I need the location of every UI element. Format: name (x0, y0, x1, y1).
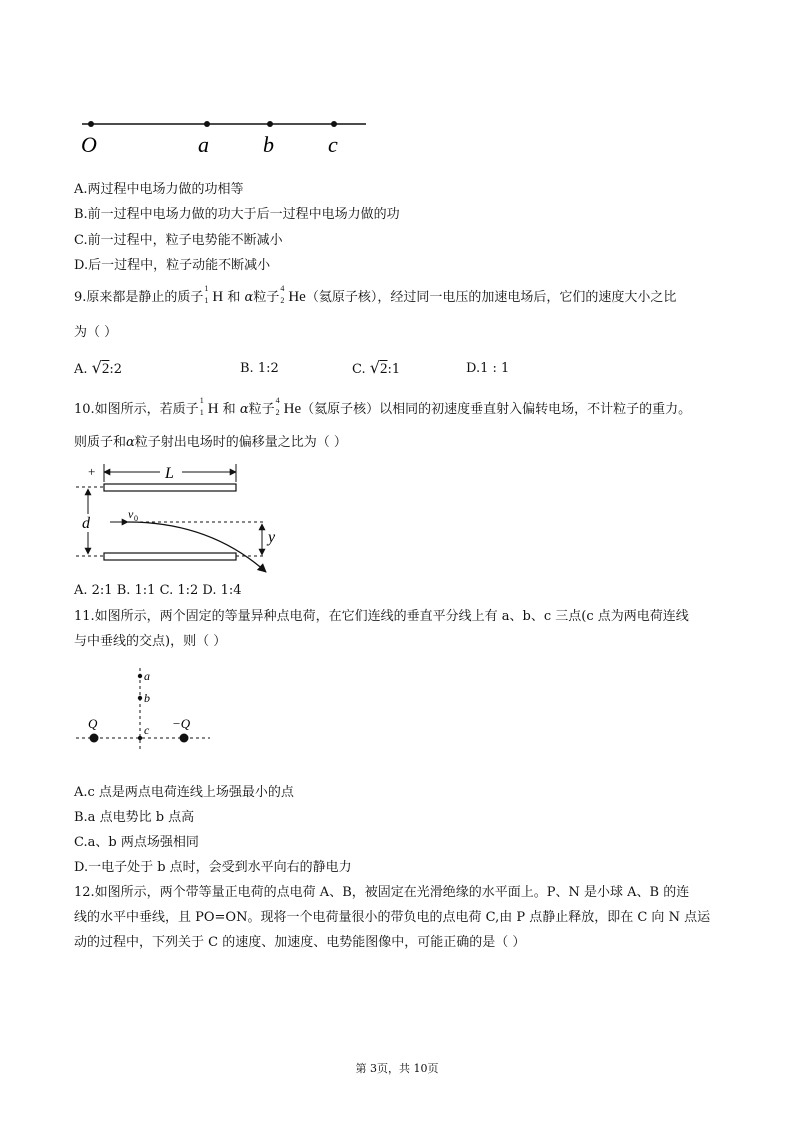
q8-option-a: A.两过程中电场力做的功相等 (74, 182, 244, 197)
q12-stem-line2: 线的水平中垂线，且 PO=ON。现将一个电荷量很小的带负电的点电荷 C,由 P 点静止释放，即在 C 向 N 点运 (74, 910, 711, 925)
q10-stem-line1: 10.如图所示，若质子 1 1 H 和 α粒子 4 2 He（氦原子核）以相同的初速度垂直射入偏转电场，不计粒子的重力。 (74, 396, 692, 417)
negative-charge (180, 734, 189, 743)
point-a (204, 121, 210, 127)
helium-nuclide: 4 2 He (275, 396, 302, 417)
q11-option-c: C.a、b 两点场强相同 (74, 835, 199, 850)
proton-nuclide: 1 1 H (204, 284, 224, 305)
q11-stem-line2: 与中垂线的交点)，则（ ） (74, 634, 227, 649)
q8-option-c: C.前一过程中，粒子电势能不断减小 (74, 233, 283, 248)
q9-option-c: C. √2:1 (352, 358, 401, 377)
q9-option-d: D.1 : 1 (466, 361, 510, 376)
label-neg-q: −Q (172, 716, 191, 731)
positive-charge (90, 734, 99, 743)
label-c: c (328, 132, 338, 157)
helium-nuclide: 4 2 He (280, 284, 306, 305)
q8-line-diagram (78, 112, 370, 158)
label-o: O (81, 132, 97, 157)
point-a (138, 674, 142, 678)
proton-nuclide: 1 1 H (199, 396, 219, 417)
deflected-path (128, 522, 266, 572)
q10-deflection-diagram (70, 460, 290, 580)
q12-stem-line3: 动的过程中，下列关于 C 的速度、加速度、电势能图像中，可能正确的是（ ） (74, 935, 526, 950)
label-c: c (144, 723, 150, 737)
point-b (138, 696, 142, 700)
q9-stem-line1: 9.原来都是静止的质子 1 1 H 和 α粒子 4 2 He（氦原子核），经过同一电压的加速电场后，它们的速度大小之比 (74, 284, 677, 305)
q8-option-b: B.前一过程中电场力做的功大于后一过程中电场力做的功 (74, 207, 400, 222)
offset-label: y (268, 529, 276, 546)
lower-plate (104, 553, 236, 560)
label-a: a (198, 132, 209, 157)
label-q: Q (88, 716, 98, 731)
q11-stem-line1: 11.如图所示，两个固定的等量异种点电荷，在它们连线的垂直平分线上有 a、b、c 三点(c 点为两电荷连线 (74, 609, 689, 624)
page-footer: 第 3页，共 10页 (355, 1062, 439, 1075)
label-b: b (144, 691, 150, 705)
q9-option-b: B. 1:2 (240, 361, 279, 376)
q11-option-b: B.a 点电势比 b 点高 (74, 810, 195, 825)
q11-option-d: D.一电子处于 b 点时，会受到水平向右的静电力 (74, 860, 352, 875)
gap-label: d (82, 515, 90, 532)
point-c (331, 121, 337, 127)
point-b (267, 121, 273, 127)
q9-option-a: A. √2:2 (74, 358, 123, 377)
q10-options: A. 2:1 B. 1:1 C. 1:2 D. 1:4 (74, 583, 242, 598)
point-o (88, 121, 94, 127)
q11-option-a: A.c 点是两点电荷连线上场强最小的点 (74, 785, 294, 800)
upper-plate (104, 484, 236, 491)
q8-option-d: D.后一过程中，粒子动能不断减小 (74, 258, 271, 273)
length-label: L (165, 465, 174, 482)
plus-sign: + (88, 464, 96, 479)
label-a: a (144, 669, 150, 683)
point-c (138, 736, 142, 740)
q9-stem-line2: 为（ ） (74, 325, 118, 340)
q11-charges-diagram (70, 664, 220, 754)
label-b: b (263, 132, 274, 157)
velocity-subscript: 0 (134, 514, 138, 523)
q10-stem-line2: 则质子和α粒子射出电场时的偏移量之比为（ ） (74, 435, 347, 450)
velocity-label: v (128, 507, 134, 521)
q12-stem-line1: 12.如图所示，两个带等量正电荷的点电荷 A、B，被固定在光滑绝缘的水平面上。P、N 是小球 A、B 的连 (74, 885, 690, 900)
